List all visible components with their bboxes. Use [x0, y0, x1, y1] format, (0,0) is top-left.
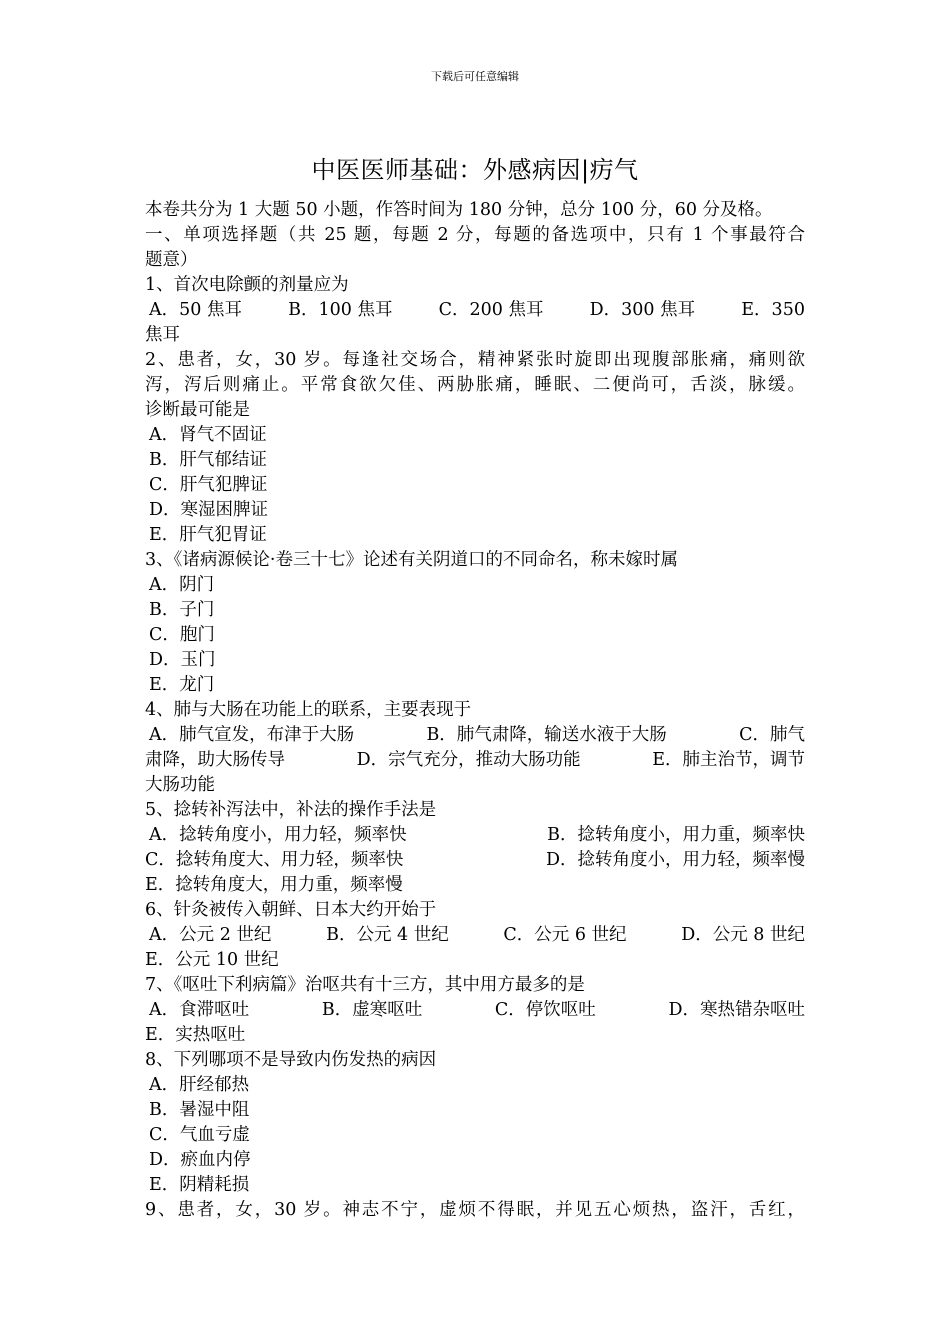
- document-body: [145, 198, 805, 1223]
- option-e: E．肝气犯胃证: [149, 525, 267, 545]
- option-a: A．肾气不固证: [149, 425, 267, 445]
- option-b: B．捻转角度小，用力重，频率快: [547, 825, 805, 845]
- question-2-stem-cont: 泻，泻后则痛止。平常食欲欠佳、两胁胀痛，睡眠、二便尚可，舌淡，脉缓。: [145, 375, 805, 395]
- option-e: E．龙门: [149, 675, 215, 695]
- option-b: B．肝气郁结证: [149, 450, 267, 470]
- option-d: D．公元 8 世纪: [681, 925, 805, 945]
- option-c: C．肺气: [739, 725, 805, 745]
- option-a: A．肝经郁热: [149, 1075, 250, 1095]
- option-d: D．瘀血内停: [149, 1150, 251, 1170]
- exam-intro: 本卷共分为 1 大题 50 小题，作答时间为 180 分钟，总分 100 分，60 分及格。: [145, 200, 773, 220]
- question-6-options-row-1: [145, 923, 805, 948]
- option-e: E．捻转角度大，用力重，频率慢: [145, 875, 403, 895]
- question-2-stem: 2、患者，女，30 岁。每逢社交场合，精神紧张时旋即出现腹部胀痛，痛则欲: [145, 350, 805, 370]
- option-c: C．胞门: [149, 625, 215, 645]
- question-3-stem: 3、《诸病源候论·卷三十七》论述有关阴道口的不同命名，称未嫁时属: [145, 550, 678, 570]
- question-5-options-row-2: [145, 848, 805, 873]
- option-d: D．寒湿困脾证: [149, 500, 269, 520]
- question-1-options: [145, 298, 805, 323]
- option-e: E．350: [741, 300, 805, 320]
- question-6-stem: 6、针灸被传入朝鲜、日本大约开始于: [145, 900, 437, 920]
- option-c: C．肝气犯脾证: [149, 475, 268, 495]
- option-d: D．300 焦耳: [589, 300, 696, 320]
- option-a: A．阴门: [149, 575, 215, 595]
- page-title: 中医医师基础：外感病因|疠气: [311, 156, 639, 184]
- question-2-stem-end: 诊断最可能是: [145, 400, 250, 420]
- option-d: D．寒热错杂呕吐: [668, 1000, 805, 1020]
- option-c-cont: 肃降，助大肠传导: [145, 750, 285, 770]
- option-b: B．虚寒呕吐: [321, 1000, 423, 1020]
- section-heading-cont: 题意）: [145, 250, 198, 270]
- option-c: C．公元 6 世纪: [503, 925, 627, 945]
- option-e: E．肺主治节，调节: [652, 750, 805, 770]
- option-a: A．食滞呕吐: [149, 1000, 250, 1020]
- question-1-option-cont: 焦耳: [145, 325, 180, 345]
- option-c: C．停饮呕吐: [494, 1000, 596, 1020]
- option-d: D．宗气充分，推动大肠功能: [356, 750, 581, 770]
- option-a: A．肺气宣发，布津于大肠: [149, 725, 355, 745]
- option-b: B．100 焦耳: [288, 300, 393, 320]
- question-9-stem: 9、患者，女，30 岁。神志不宁，虚烦不得眠，并见五心烦热，盗汗，舌红，: [145, 1200, 805, 1220]
- option-a: A．公元 2 世纪: [149, 925, 272, 945]
- option-c: C．气血亏虚: [149, 1125, 250, 1145]
- question-7-stem: 7、《呕吐下利病篇》治呕共有十三方，其中用方最多的是: [145, 975, 585, 995]
- option-b: B．肺气肃降，输送水液于大肠: [426, 725, 667, 745]
- question-4-stem: 4、肺与大肠在功能上的联系，主要表现于: [145, 700, 472, 720]
- option-b: B．暑湿中阻: [149, 1100, 250, 1120]
- option-e: E．公元 10 世纪: [145, 950, 279, 970]
- question-4-option-cont: 大肠功能: [145, 775, 215, 795]
- question-4-options-row-1: [145, 723, 805, 748]
- question-4-options-row-2: [145, 748, 805, 773]
- option-e: E．实热呕吐: [145, 1025, 246, 1045]
- option-a: A．50 焦耳: [149, 300, 242, 320]
- option-d: D．玉门: [149, 650, 216, 670]
- section-heading: 一、单项选择题（共 25 题，每题 2 分，每题的备选项中，只有 1 个事最符合: [145, 225, 805, 245]
- question-5-stem: 5、捻转补泻法中，补法的操作手法是: [145, 800, 437, 820]
- header-note: 下载后可任意编辑: [431, 70, 519, 83]
- option-b: B．子门: [149, 600, 215, 620]
- option-b: B．公元 4 世纪: [326, 925, 449, 945]
- option-a: A．捻转角度小，用力轻，频率快: [149, 825, 407, 845]
- question-1-stem: 1、首次电除颤的剂量应为: [145, 275, 349, 295]
- question-8-stem: 8、下列哪项不是导致内伤发热的病因: [145, 1050, 437, 1070]
- question-5-options-row-1: [145, 823, 805, 848]
- option-c: C．捻转角度大、用力轻，频率快: [145, 850, 404, 870]
- option-d: D．捻转角度小，用力轻，频率慢: [545, 850, 805, 870]
- question-7-options-row-1: [145, 998, 805, 1023]
- option-e: E．阴精耗损: [149, 1175, 250, 1195]
- option-c: C．200 焦耳: [438, 300, 544, 320]
